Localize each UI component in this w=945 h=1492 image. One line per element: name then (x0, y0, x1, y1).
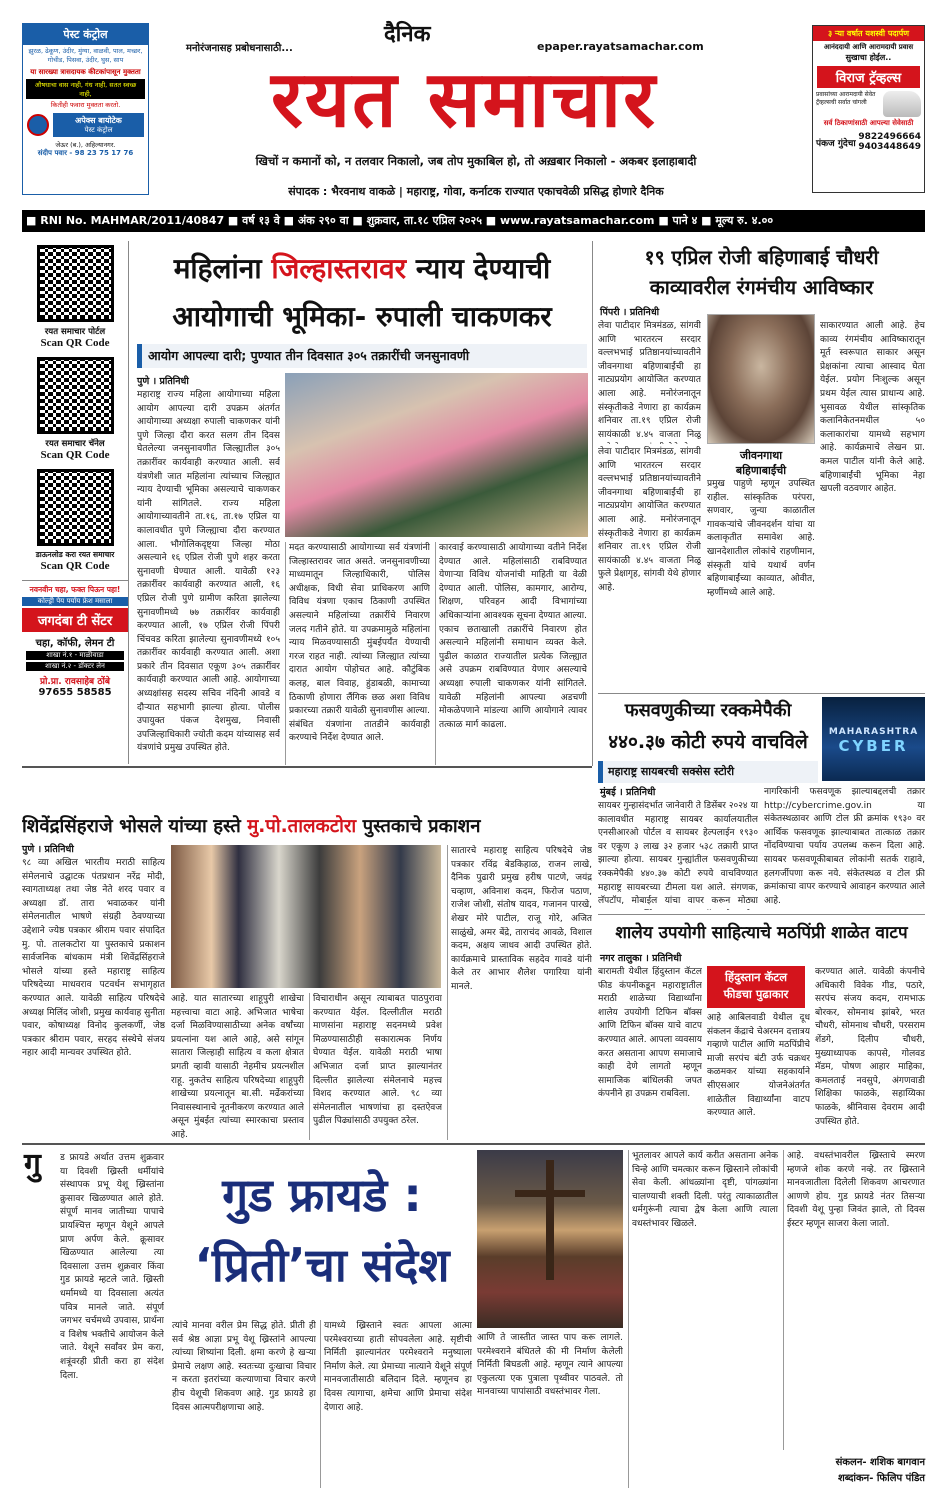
story6-text-col3: यामध्ये ख्रिस्ताने स्वतः आपला आत्मा परमेश्वराच्या हाती सोपवलेला आहे. सृष्टीची निर्मिती झाल्यानंतर परमेश्वराने मनुष्याला निर्माण केले. त्या प्रेमाच्या नात्याने येशूने संपूर्ण मानवजातीसाठी बलिदान दिले. म्हणूनच हा दिवस त्यागाचा, क्षमेचा आणि प्रेमाचा संदेश देणारा आहे. (320, 1320, 472, 1488)
story2-headline1: १९ एप्रिल रोजी बहिणाबाई चौधरी (644, 246, 879, 269)
apex-logo (27, 114, 49, 136)
story4-rule (22, 766, 592, 768)
story3-rule (598, 693, 925, 694)
ad-left-brand: अपेक्स बायोटेक (75, 116, 122, 125)
story3-headline1: फसवणुकीच्या रक्कमेपैकी (624, 700, 792, 721)
tea-branch1: शाखा नं.१ - माळीवाडा (26, 651, 124, 660)
story1-text-col1: महाराष्ट्र राज्य महिला आयोगाच्या महिला आयोग आपल्या दारी उपक्रम अंतर्गत आयोगाच्या अध्यक्षा रुपाली चाकणकर यांनी पुणे जिल्हा दौरा करत सलग तीन दिवस घेतलेल्या जनसुनावणीत जिल्ह्यातील ३०५ तक्रारींवर कार्यवाही करण्यात आली. सर्व यंत्रणेशी जात महिलांना त्यांच्याच जिल्ह्यात न्याय देण्याची भूमिका असल्याचे चाकणकर यांनी सांगितले. राज्य महिला आयोगाच्यावतीने ता.१६, ता.१७ एप्रिल या कालावधीत पुणे जिल्ह्याचा दौरा करण्यात आला. भौगोलिकदृष्ट्या जिल्हा मोठा असल्याने १६ एप्रिल रोजी पुणे शहर करता सुनावणी घेण्यात आली. यावेळी १२३ तक्रारींवर कार्यवाही करण्यात आली, १६ एप्रिल रोजी पुणे ग्रामीण करिता झालेल्या सुनावणीमध्ये ७७ तक्रारींवर कार्यवाही करण्यात आली, १७ एप्रिल रोजी पिंपरी चिंचवड करिता झालेल्या सुनावणीमध्ये १०५ तक्रारींवर कार्यवाही करण्यात आली. अशा प्रकारे तीन दिवसात एकूण ३०५ तक्रारींवर कार्यवाही करण्यात आली आहे. आयोगाच्या अध्यक्षांसह सदस्य सचिव नंदिनी आवडे व दौऱ्यात सहभागी झाल्या होत्या. पोलीस उपायुक्त पंकज देशमुख, निवासी उपजिल्हाधिकारी ज्योती कदम यांच्यासह सर्व यंत्रणांचे प्रमुख उपस्थित होते. (137, 390, 280, 754)
qr-code-download[interactable] (37, 469, 114, 546)
masthead-epaper[interactable]: epaper.rayatsamachar.com (537, 40, 704, 53)
cyber-logo-line1: MAHARASHTRA (828, 727, 919, 737)
story4-text-col4: सातारचे महाराष्ट्र साहित्य परिषदेचे जेष्ठ पत्रकार रविंद्र बेडकिहाळ, राजन लाखे, दैनिक पुढारी प्रमुख हरीष पाटणे, जयंद्र चव्हाण, अविनाश कदम, फिरोज पठाण, राजेश जोशी, संतोष यादव, गजानन पारखे, शेखर मोरे पाटील, राजू गोरे, अजित साळुंखे, अमर बेंद्रे, ताराचंद आवळे, विशाल कदम, अक्षय जाधव आदी उपस्थित होते. कार्यक्रमाचे प्रास्ताविक सहदेव गावडे यांनी केले तर आभार शैलेश पगारिया यांनी मानले. (447, 845, 592, 1140)
story2-text-col1-bottom: लेवा पाटीदार मित्रमंडळ, सांगवी आणि भारतरत्न सरदार वल्लभभाई प्रतिष्ठानयांच्यावतीने जीवनगाथा बहिणाबाईंची हा नाट्यप्रयोग आयोजित करण्यात आला आहे. मनोरंजनातून संस्कृतीकडे नेणारा हा कार्यक्रम शनिवार ता.१९ एप्रिल रोजी सायंकाळी ४.४५ वाजता निळू फुले प्रेक्षागृह, सांगवी येथे होणार आहे. (598, 447, 701, 593)
left-top-ad (22, 23, 149, 195)
tea-tag2: कोल्ड्री पेय पर्याय फ्रेश मसाला (22, 597, 128, 606)
story4-headline (22, 812, 592, 842)
qr1-label: रयत समाचार पोर्टल (44, 327, 106, 337)
ad-right-phone2: 9403448649 (858, 142, 921, 152)
masthead-dainik: दैनिक (384, 21, 431, 47)
story6-title-box (172, 1150, 472, 1316)
story1-headline-line2: आयोगाची भूमिका- रुपाली चाकणकर (172, 300, 552, 333)
qr2-label: रयत समाचार चॅनेल (45, 439, 105, 449)
story6-credit2: शब्दांकन- फिलिप पंडित (837, 1473, 925, 1484)
cyber-logo-line2: CYBER (838, 737, 909, 755)
ad-right-line3: सुखाचा होईल.. (845, 53, 892, 62)
ad-left-slogan1: या सारख्या त्रासदायक कीटकांपासून मुक्तता (30, 68, 141, 76)
ad-right-line1: ३ ऱ्या वर्षात यशस्वी पदार्पण (813, 26, 924, 41)
masthead-tagline: मनोरंजनासह प्रबोधनासाठी... (186, 43, 293, 54)
left-sidebar (22, 241, 129, 764)
ad-left-items: झुरळ, ढेकूण, उंदीर, मुंग्या, वाळवी, पाल, मच्छर, गोचीड, पिसवा, उंदीर, घुस, साप (28, 47, 143, 64)
masthead-editor: संपादक : भैरवनाथ वाकळे | महाराष्ट्र, गोवा, कर्नाटक राज्यात एकाचवेळी प्रसिद्ध होणारे दैनिक (288, 185, 664, 198)
story5-rule (598, 914, 925, 915)
story2-text-col2: प्रमुख पाहुणे म्हणून उपस्थित राहील. सांस्कृतिक परंपरा, सणवार, जुन्या काळातील गावकऱ्यांचे जीवनदर्शन यांचा या कलाकृतीत समावेश आहे. खानदेशातील लोकांचे राहणीमान, संस्कृती यांचे यथार्थ वर्णन बहिणाबाईंच्या काव्यात, ओवीत, म्हणींमध्ये आले आहे. (707, 479, 815, 598)
story1-headline (137, 247, 587, 291)
story3-subhead: महाराष्ट्र सायबरची सक्सेस स्टोरी (598, 761, 818, 783)
story6-credit1: संकलन- शशिक बागवान (835, 1457, 925, 1468)
qr-code-channel[interactable] (37, 357, 114, 434)
ad-left-title: पेस्ट कंट्रोल (23, 24, 148, 45)
story1-headline-b: जिल्हास्तरावर (271, 252, 407, 285)
story1-text-col2: मदत करण्यासाठी आयोगाच्या सर्व यंत्रणांनी जिल्हास्तरावर जात असते. जनसुनावणीच्या माध्यमातून जिल्हाधिकारी, पोलिस अधीक्षक, विधी सेवा प्राधिकरण आणि विविध यंत्रणा एकाच ठिकाणी उपस्थित असल्याने महिलांच्या तक्रारींचे निवारण जलद गतीने होते. या उपक्रमामुळे महिलांना न्याय मिळवण्यासाठी मुंबईपर्यंत येण्याची गरज राहत नाही. त्यांच्या जिल्ह्यात त्यांच्या दारात आयोग पोहोचत आहे. कौटुंबिक कलह, बाल विवाह, हुंडाबळी, कामाच्या ठिकाणी होणारा लैंगिक छळ अशा विविध प्रकारच्या तक्रारी यावेळी सुनावणीस आल्या. संबंधित यंत्रणांना तातडीने कार्यवाही करण्याचे निर्देश देण्यात आले. (285, 542, 430, 765)
story4-byline: पुणे । प्रतिनिधी (22, 844, 74, 855)
cyber-logo (822, 697, 925, 781)
car-image (883, 91, 921, 117)
tea-phone: 97655 58585 (38, 687, 112, 698)
crucifixion-painting (477, 1150, 623, 1328)
story5-text-col3: करण्यात आले. यावेळी कंपनीचे अधिकारी विवेक गीड, पठारे, सरपंच संजय कदम, रामभाऊ बोरकर, सोमनाथ झांबरे, भरत चौधरी, सोमनाथ चौधरी, परसराम शेंडगे, दिलीप चौधरी, मुख्याध्यापक कापसे, गोलवड मॅडम, पोषण आहार माहिका, कमलताई नवसुपे, अंगणवाडी शिक्षिका फाळके, सहाय्यिका फाळके, श्रीनिवास देवराम आदी उपस्थित होते. (815, 967, 925, 1127)
tea-sub: चहा, कॉफी, लेमन टी (35, 638, 115, 649)
info-bar: ■ RNI No. MAHMAR/2011/40847 ■ वर्ष १३ वे ■ अंक २९० वा ■ शुक्रवार, ता.१८ एप्रिल २०२५ ■ www.rayatsamachar.com ■ पाने ४ ■ मूल्य रु. ४.०० (22, 210, 925, 232)
ad-left-slogan2: औषधाचा वास नाही, गंध नाही, सतत स्वच्छ नाही, (26, 79, 145, 99)
story4-text-col2: आहे. यात सातारच्या शाहूपुरी शाखेचा महत्त्वाचा वाटा आहे. अभिजात भाषेचा दर्जा मिळविण्यासाठीच्या अनेक वर्षांच्या प्रयत्नांना यश आले आहे, असे सांगून सातारा जिल्हाही साहित्य व कला क्षेत्रात प्रगती व्हावी यासाठी नेहमीच प्रयत्नशील राहू. नुकतेच साहित्य परिषदेच्या शाहूपुरी शाखेच्या प्रयत्नातून बा.सी. मर्ढेकरांच्या निवासस्थानाचे नूतनीकरण करण्यात आले असून मुंबईत त्यांच्या स्मारकाचा प्रस्ताव आहे. (171, 994, 304, 1140)
qr3-cta: Scan QR Code (40, 560, 110, 572)
story1-byline: पुणे । प्रतिनिधी (137, 376, 189, 387)
story5-headline: शालेय उपयोगी साहित्याचे मठपिंप्री शाळेत वाटप (615, 923, 908, 943)
tea-title: जगदंबा टी सेंटर (22, 608, 128, 632)
story4-photo (171, 845, 441, 988)
story2-text-col1: लेवा पाटीदार मित्रमंडळ, सांगवी आणि भारतरत्न सरदार वल्लभभाई प्रतिष्ठानयांच्यावतीने जीवनगाथा बहिणाबाईंची हा नाट्यप्रयोग आयोजित करण्यात आला आहे. मनोरंजनातून संस्कृतीकडे नेणारा हा कार्यक्रम शनिवार ता.१९ एप्रिल रोजी सायंकाळी ४.४५ वाजता निळू (598, 321, 701, 440)
story4-text-col3: विचाराधीन असून त्याबाबत पाठपुरावा करण्यात येईल. दिल्लीतील मराठी माणसांना महाराष्ट्र सदनमध्ये प्रवेश मिळण्यासाठीही सकारात्मक निर्णय घेण्यात येईल. यावेळी मराठी भाषा अभिजात दर्जा प्राप्त झाल्यानंतर दिल्लीत झालेल्या संमेलनाचे महत्त्व विशद करण्यात आले. ९८ व्या संमेलनातील भाषणांचा हा दस्तऐवज पुढील पिढ्यांसाठी उपयुक्त ठरेल. (309, 993, 442, 1140)
ad-left-contact: संदीप पवार - 98 23 75 17 76 (37, 149, 134, 157)
story4-headline-c: पुस्तकाचे प्रकाशन (356, 816, 481, 837)
qr-code-portal[interactable] (37, 245, 114, 322)
story2-portrait (707, 314, 815, 444)
ad-right-line2: आनंददायी आणि आरामदायी प्रवास (823, 43, 914, 51)
qr3-label: डाऊनलोड करा रयत समाचार (35, 550, 115, 559)
story3-text-col1: सायबर गुन्हासंदर्भात जानेवारी ते डिसेंबर २०२४ या कालावधीत महाराष्ट्र सायबर कार्यालयातील एनसीआरओ पोर्टल व सायबर हेल्पलाईन १९३० वर एकूण ३ लाख ३२ हजार ५३८ तक्रारी प्राप्त झाल्या होत्या. सायबर गुन्ह्यांतील फसवणुकीच्या रक्कमेपैकी ४४०.३७ कोटी रुपये वाचविण्यात महाराष्ट्र सायबरच्या टीमला यश आले. संगणक, लॅपटॉप, मोबाईल यांचा वापर करून मोठ्या (598, 801, 758, 907)
story1-subhead: आयोग आपल्या दारी; पुण्यात तीन दिवसात ३०५ तक्रारींची जनसुनावणी (137, 344, 587, 368)
story3-text-col2: नागरिकांनी फसवणूक झाल्याबद्दलची तक्रार http://cybercrime.gov.in या संकेतस्थळावर आणि टोल फ्री क्रमांक १९३० वर आर्थिक फसवणूक झाल्याबाबत तात्काळ तक्रार नोंदविण्याचा पर्याय उपलब्ध करून दिला आहे. सायबर फसवणूकीबाबत लोकांनी सतर्क राहावे, हलगर्जीपणा करू नये. संकेतस्थळ व टोल फ्री क्रमांकाचा वापर करण्याचे आवाहन करण्यात आले आहे. (764, 787, 925, 906)
story6-text-col5: भूतलावर आपले कार्य करीत असताना अनेक चिन्हे आणि चमत्कार करून ख्रिस्ताने लोकांची सेवा केली. आंधळ्यांना दृष्टी, पांगळ्यांना चालण्याची शक्ती दिली. परंतु त्याकाळातील धर्मगुरूंनी त्याचा द्वेष केला आणि त्याला वधस्तंभावर खिळले. (628, 1150, 778, 1488)
masthead-quote: खिचों न कमानों को, न तलवार निकालो, जब तोप मुकाबिल हो, तो अख़बार निकालो - अकबर इलाहाबादी (255, 154, 697, 168)
story3-headline2: ४४०.३७ कोटी रुपये वाचविले (608, 731, 808, 753)
story1-text-col3: कारवाई करण्यासाठी आयोगाच्या वतीने निर्देश देण्यात आले. महिलांसाठी राबविण्यात येणाऱ्या विविध योजनांची माहिती या वेळी देण्यात आली. पोलिस, कामगार, आरोग्य, शिक्षण, परिवहन आदी विभागांच्या अधिकाऱ्यांना आवश्यक सूचना देण्यात आल्या. एकाच छताखाली तक्रारींचे निवारण होत असल्याने महिलांनी समाधान व्यक्त केले. पुढील काळात राज्यातील प्रत्येक जिल्ह्यात असे उपक्रम राबविण्यात येणार असल्याचे अध्यक्षा रुपाली चाकणकर यांनी सांगितले. यावेळी महिलांनी आपल्या अडचणी मोकळेपणाने मांडल्या आणि आयोगाने त्यावर तत्काळ मार्ग काढला. (435, 542, 587, 765)
cross-icon (546, 1160, 554, 1280)
ad-right-line6: सर्व ठिकाणांसाठी आपल्या सेवेसाठी (823, 119, 914, 127)
story6-headline1: गुड फ्रायडे : (222, 1168, 422, 1222)
story5-box (707, 966, 805, 1008)
story2-headline2: काव्यावरील रंगमंचीय आविष्कार (649, 276, 874, 299)
story6-text-col6: आहे. वधस्तंभावरील ख्रिस्ताचे स्मरण म्हणजे शोक करणे नव्हे. तर ख्रिस्ताने मानवजातीला दिलेली शिकवण आचरणात आणणे होय. गुड फ्रायडे नंतर तिसऱ्या दिवशी येशू पुन्हा जिवंत झाले, तो दिवस ईस्टर म्हणून साजरा केला जातो. (783, 1150, 925, 1450)
story1-headline-c: न्याय देण्याची (406, 252, 551, 285)
story3-byline: मुंबई । प्रतिनिधी (600, 787, 656, 798)
story5-text-col2: आहे आबिलवाडी येथील दूध संकलन केंद्राचे चेअरमन दत्तात्रय गव्हाणे पाटील आणि मठपिंप्रीचे माजी सरपंच बंटी उर्फ चक्रधर कळमकर यांच्या सहकार्याने सीएसआर योजनेअंतर्गत शाळेतील विद्यार्थ्यांना वाटप करण्यात आले. (707, 1013, 810, 1119)
story4-headline-b: मु.पो.तालकटोरा (247, 816, 357, 837)
story6-headline2: ‘प्रिती’चा संदेश (194, 1238, 450, 1292)
story5-byline: नगर तालुका । प्रतिनिधी (600, 953, 682, 964)
story2-byline: पिंपरी । प्रतिनिधी (600, 307, 660, 318)
ad-left-brand2: पेस्ट कंट्रोल (84, 126, 113, 134)
tea-name: प्रो.प्रा. रावसाहेब ठोंबे (39, 677, 111, 687)
right-top-ad (812, 25, 925, 193)
vertical-divider (592, 241, 593, 766)
qr1-cta: Scan QR Code (40, 337, 110, 349)
story4-text-col1: ९८ व्या अखिल भारतीय मराठी साहित्य संमेलनाचे उद्घाटक पंतप्रधान नरेंद्र मोदी, स्वागताध्यक्ष तथा जेष्ठ नेते शरद पवार व अध्यक्षा डॉ. तारा भवाळकर यांनी संमेलनातील भाषणे संग्रही ठेवण्याच्या उद्देशाने ज्येष्ठ पत्रकार श्रीराम पवार संपादित मु. पो. तालकटोरा या पुस्तकाचे प्रकाशन सार्वजनिक बांधकाम मंत्री शिवेंद्रसिंहराजे भोसले यांच्या हस्ते महाराष्ट्र साहित्य परिषदेच्या माधवराव पटवर्धन सभागृहात करण्यात आले. यावेळी साहित्य परिषदेचे अध्यक्ष मिलिंद जोशी, प्रमुख कार्यवाह सुनीता पवार, कोषाध्यक्ष विनोद कुलकर्णी, जेष्ठ पत्रकार श्रीराम पवार, सरहद संस्थेचे संजय नहार आदी मान्यवर उपस्थित होते. (22, 858, 165, 1059)
qr2-cta: Scan QR Code (40, 449, 110, 461)
ad-right-name: पंकज गुंदेचा (816, 138, 856, 149)
ad-left-slogan3: कितीही फवारा मुक्तता करतो. (50, 101, 121, 109)
story2-caption1: जीवनगाथा (739, 449, 783, 462)
tea-center-ad (22, 580, 128, 698)
ad-right-brand: विराज ट्रॅव्हल्स (817, 66, 920, 88)
story1-photo (285, 373, 588, 537)
masthead-title: रयत समाचार (271, 55, 657, 145)
story1-headline-a: महिलांना (173, 252, 272, 285)
story6-text-col2: त्यांचे मानवा वरील प्रेम सिद्ध होते. प्रीती ही सर्व श्रेष्ठ आज्ञा प्रभू येशू ख्रिस्तांने आपल्या त्यांच्या शिष्यांना दिली. क्षमा करणे हे खऱ्या प्रेमाचे लक्षण आहे. स्वतःच्या दुःखाचा विचार न करता इतरांच्या कल्याणाचा विचार करणे हीच येशूची शिकवण आहे. गुड फ्रायडे हा दिवस आत्मपरीक्षणाचा आहे. (172, 1321, 316, 1413)
ad-right-line5: ट्रॅव्हल्सची सर्वात चांगली (816, 99, 867, 106)
ad-right-phone1: 9822496664 (858, 132, 921, 142)
tea-tag1: नवनवीन चहा, फक्त पिऊन पहा! (29, 585, 121, 594)
story6-text-col4: आणि ते जास्तीत जास्त पाप करू लागले. परमेश्वराने बंधितले की मी निर्माण केलेली निर्मिती बिघडली आहे. म्हणून त्याने आपल्या एकुलत्या एक पुत्राला पृथ्वीवर पाठवले. तो मानवाच्या पापांसाठी वधस्तंभावर गेला. (477, 1333, 623, 1398)
story5-box-title: हिंदुस्तान कॅटल (724, 970, 787, 984)
ad-left-addr: जेऊर (ब.), अहिल्यानगर. (55, 141, 116, 149)
tea-branch2: शाखा नं.२ - डॉक्टर लेन (26, 662, 124, 671)
story4-headline-a: शिवेंद्रसिंहराजे भोसले यांच्या हस्ते (22, 816, 248, 837)
story6-text-col1: ड फ्रायडे अर्थात उत्तम शुक्रवार या दिवशी ख्रिस्ती धर्मीयांचे संस्थापक प्रभू येशू ख्रिस्तांना क्रुसावर खिळण्यात आले होते. संपूर्ण मानव जातीच्या पापाचे प्रायश्चित्त म्हणून येशूने आपले प्राण अर्पण केले. क्रूसावर खिळण्यात आलेल्या त्या दिवसाला उत्तम शुक्रवार किंवा गुड फ्रायडे म्हटले जाते. ख्रिस्ती धर्मामध्ये या दिवसाला अत्यंत पवित्र मानले जाते. संपूर्ण जगभर चर्चमध्ये उपवास, प्रार्थना व विशेष भक्तीचे आयोजन केले जाते. येशूने सर्वांवर प्रेम करा, शत्रूंवरही प्रीती करा हा संदेश दिला. (60, 1153, 164, 1381)
ad-right-line4: प्रवासांच्या आरामदायी सेवेत (816, 91, 876, 98)
story2-text-col3: साकारण्यात आली आहे. हेच काव्य रंगमंचीय आविष्कारातून मूर्त स्वरूपात साकार असून प्रेक्षकांना त्याचा आस्वाद घेता येईल. प्रयोग निःशुल्क असून प्रथम येईल त्यास प्राधान्य आहे. भुसावळ येथील सांस्कृतिक कलानिकेतनमधील ५० कलाकारांचा यामध्ये सहभाग आहे. कार्यक्रमाचे लेखन प्रा. कमल पाटील यांनी केले आहे. बहिणाबाईंची भूमिका नेहा खपली वठवणार आहेत. (820, 321, 925, 495)
story6-dropcap: गु (24, 1147, 41, 1182)
story6-rule (22, 1143, 925, 1145)
story2-caption2: बहिणाबाईंची (735, 464, 787, 477)
story5-text-col1: बारामती येथील हिंदुस्तान कॅटल फीड कंपनीकडून महाराष्ट्रातील मराठी शाळेच्या विद्यार्थ्यांना शालेय उपयोगी टिफिन बॉक्स आणि टिफिन बॉक्स याचे वाटप करण्यात आले. आपला व्यवसाय करत असताना आपण समाजाचे काही देणे लागतो म्हणून सामाजिक बांधिलकी जपत कंपनीने हा उपक्रम राबविला. (598, 967, 702, 1100)
story5-box-title2: फीडचा पुढाकार (723, 987, 789, 1001)
